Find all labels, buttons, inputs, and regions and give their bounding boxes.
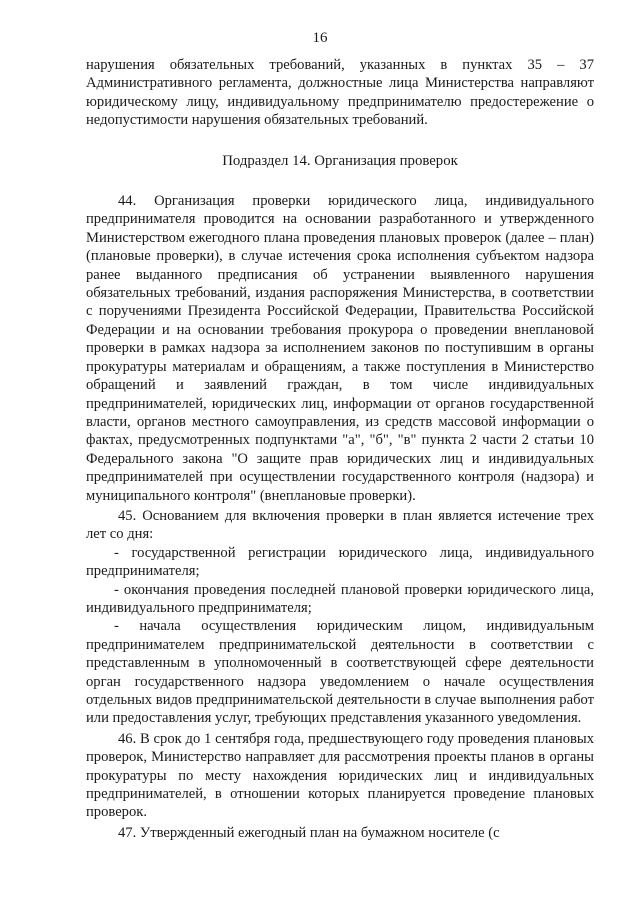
subsection-title: Подраздел 14. Организация проверок — [222, 152, 458, 169]
opening-paragraph: нарушения обязательных требований, указанных в пунктах 35 – 37 Административного регламента, должностные лица Министерства направляют юридическому лицу, индивидуальному предпринимателю предостережение о недопустимости нарушения обязательных требований. — [86, 57, 594, 129]
paragraph-45: 45. Основанием для включения проверки в план является истечение трех лет со дня: — [86, 507, 594, 543]
paragraph-45-item-3: - начала осуществления юридическим лицом, индивидуальным предпринимателем предпринимательской деятельности в соответствии с представленным в уполномоченный в соответствующей сфере деятельности орган государственного надзора уведомлением о начале осуществления отдельных видов предпринимательской деятельности в случае выполнения работ или предоставления услуг, требующих представления указанного уведомления. — [86, 618, 594, 727]
paragraph-44: 44. Организация проверки юридического лица, индивидуального предпринимателя проводится на основании разработанного и утвержденного Министерством ежегодного плана проведения плановых проверок (далее – план) (плановые проверки), в случае истечения срока исполнения субъектом надзора ранее выданного предписания об устранении выявленного нарушения обязательных требований, издания распоряжения Министерства, в соответствии с поручениями Президента Российской Федерации, Правительства Российской Федерации и на основании требования прокурора о проведении внеплановой проверки в рамках надзора за исполнением законов по поступившим в органы прокуратуры материалам и обращениям, а также поступления в Министерство обращений и заявлений граждан, в том числе индивидуальных предпринимателей, юридических лиц, информации от органов государственной власти, органов местного самоуправления, из средств массовой информации о фактах, предусмотренных подпунктами "а", "б", "в" пункта 2 части 2 статьи 10 Федерального закона "О защите прав юридических лиц и индивидуальных предпринимателей при осуществлении государственного контроля (надзора) и муниципального контроля" (внеплановые проверки). — [86, 193, 594, 504]
paragraph-45-item-2: - окончания проведения последней плановой проверки юридического лица, индивидуального предпринимателя; — [86, 581, 594, 616]
paragraph-46: 46. В срок до 1 сентября года, предшествующего году проведения плановых проверок, Министерство направляет для рассмотрения проекты планов в органы прокуратуры по месту нахождения юридических лиц и индивидуальных предпринимателей, в отношении которых планируется проведение плановых проверок. — [86, 730, 594, 821]
document-body — [86, 56, 594, 842]
paragraph-47: 47. Утвержденный ежегодный план на бумажном носителе (с — [118, 824, 500, 841]
page-number: 16 — [312, 30, 328, 46]
paragraph-45-item-1: - государственной регистрации юридического лица, индивидуального предпринимателя; — [86, 544, 594, 580]
